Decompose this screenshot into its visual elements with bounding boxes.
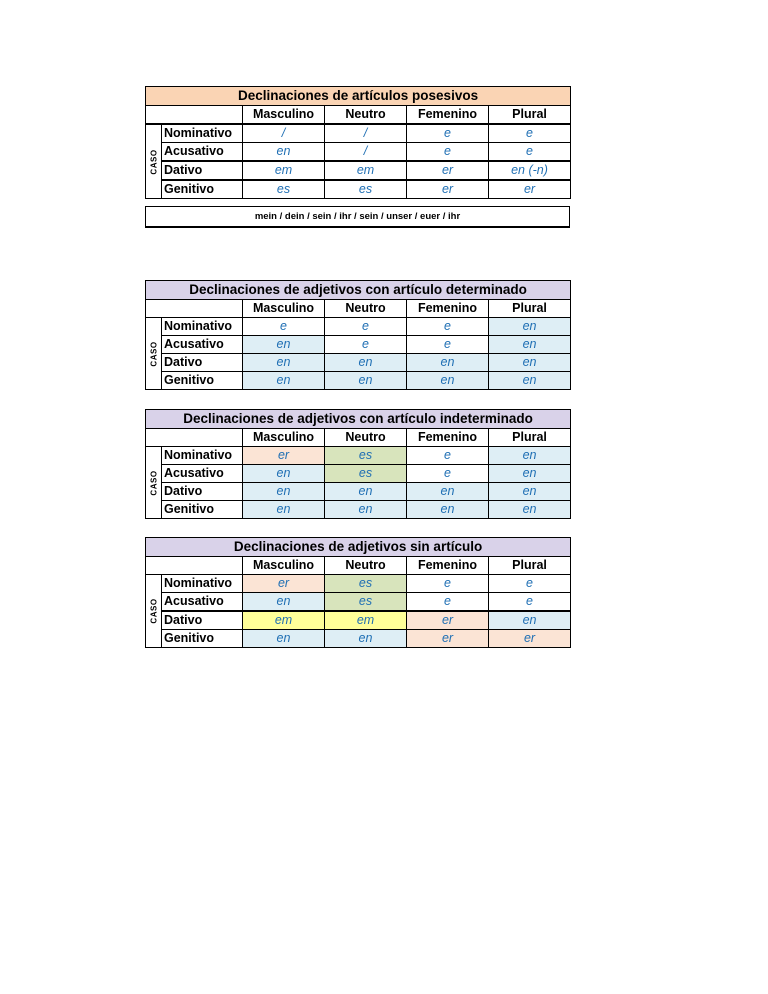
- table-cell: e: [407, 124, 489, 143]
- table-cell: e: [407, 447, 489, 465]
- table-cell: en: [243, 143, 325, 162]
- table-cell: en (-n): [489, 161, 571, 180]
- table-cell: en: [243, 465, 325, 483]
- col-header-neutro: Neutro: [325, 300, 407, 318]
- table-cell: en: [325, 483, 407, 501]
- table-cell: es: [325, 575, 407, 593]
- table-cell: em: [325, 611, 407, 630]
- table-cell: es: [243, 180, 325, 199]
- case-label: Acusativo: [162, 465, 243, 483]
- case-label: Nominativo: [162, 318, 243, 336]
- case-side-label: CASO: [146, 575, 162, 648]
- table-title: Declinaciones de adjetivos con artículo indeterminado: [146, 410, 571, 429]
- table-cell: en: [243, 501, 325, 519]
- table-cell: e: [489, 575, 571, 593]
- table-cell: /: [325, 143, 407, 162]
- table-cell: em: [243, 611, 325, 630]
- table-cell: e: [325, 336, 407, 354]
- col-header-femenino: Femenino: [407, 106, 489, 125]
- indefinite-article-table: [145, 409, 571, 519]
- table-title: Declinaciones de artículos posesivos: [146, 87, 571, 106]
- col-header-femenino: Femenino: [407, 557, 489, 575]
- table-cell: en: [489, 318, 571, 336]
- table-cell: en: [489, 447, 571, 465]
- table-cell: em: [325, 161, 407, 180]
- table-cell: es: [325, 180, 407, 199]
- table-cell: e: [489, 124, 571, 143]
- table-cell: en: [243, 372, 325, 390]
- table-cell: en: [325, 630, 407, 648]
- table-cell: /: [325, 124, 407, 143]
- case-label: Genitivo: [162, 372, 243, 390]
- header-blank: [146, 106, 243, 125]
- table-cell: en: [325, 372, 407, 390]
- table-cell: en: [407, 501, 489, 519]
- table-cell: e: [407, 465, 489, 483]
- table-cell: er: [489, 180, 571, 199]
- table-cell: en: [243, 354, 325, 372]
- col-header-masculino: Masculino: [243, 557, 325, 575]
- table-cell: en: [243, 593, 325, 612]
- table-cell: es: [325, 447, 407, 465]
- col-header-plural: Plural: [489, 429, 571, 447]
- table-cell: e: [407, 143, 489, 162]
- table-cell: er: [489, 630, 571, 648]
- case-label: Nominativo: [162, 124, 243, 143]
- case-side-label: CASO: [146, 318, 162, 390]
- table-cell: en: [489, 354, 571, 372]
- table-cell: er: [407, 161, 489, 180]
- table-cell: e: [325, 318, 407, 336]
- case-label: Dativo: [162, 483, 243, 501]
- table-cell: e: [243, 318, 325, 336]
- header-blank: [146, 429, 243, 447]
- table-title: Declinaciones de adjetivos sin artículo: [146, 538, 571, 557]
- table-cell: en: [243, 336, 325, 354]
- table-cell: en: [489, 501, 571, 519]
- table-cell: en: [243, 483, 325, 501]
- case-label: Acusativo: [162, 143, 243, 162]
- col-header-femenino: Femenino: [407, 429, 489, 447]
- header-blank: [146, 300, 243, 318]
- table-cell: e: [489, 143, 571, 162]
- case-label: Nominativo: [162, 447, 243, 465]
- case-label: Genitivo: [162, 180, 243, 199]
- case-label: Acusativo: [162, 336, 243, 354]
- col-header-femenino: Femenino: [407, 300, 489, 318]
- table-cell: en: [407, 354, 489, 372]
- col-header-masculino: Masculino: [243, 429, 325, 447]
- table-cell: en: [489, 483, 571, 501]
- col-header-neutro: Neutro: [325, 429, 407, 447]
- definite-article-table: [145, 280, 571, 390]
- table-cell: e: [407, 336, 489, 354]
- col-header-plural: Plural: [489, 300, 571, 318]
- col-header-neutro: Neutro: [325, 557, 407, 575]
- table-cell: er: [407, 630, 489, 648]
- col-header-masculino: Masculino: [243, 106, 325, 125]
- table-cell: en: [489, 372, 571, 390]
- possessive-articles-table: [145, 86, 571, 199]
- table-cell: en: [325, 354, 407, 372]
- case-label: Genitivo: [162, 501, 243, 519]
- col-header-plural: Plural: [489, 557, 571, 575]
- table-cell: e: [407, 575, 489, 593]
- table-cell: en: [489, 336, 571, 354]
- col-header-masculino: Masculino: [243, 300, 325, 318]
- table-title: Declinaciones de adjetivos con artículo determinado: [146, 281, 571, 300]
- table-cell: en: [489, 611, 571, 630]
- table-cell: e: [407, 318, 489, 336]
- table-cell: en: [325, 501, 407, 519]
- no-article-table: [145, 537, 571, 648]
- table-cell: en: [407, 372, 489, 390]
- table-cell: e: [489, 593, 571, 612]
- case-side-label: CASO: [146, 124, 162, 199]
- case-label: Dativo: [162, 611, 243, 630]
- table-cell: es: [325, 465, 407, 483]
- case-label: Acusativo: [162, 593, 243, 612]
- case-label: Nominativo: [162, 575, 243, 593]
- header-blank: [146, 557, 243, 575]
- col-header-plural: Plural: [489, 106, 571, 125]
- table-cell: er: [407, 611, 489, 630]
- case-side-label: CASO: [146, 447, 162, 519]
- possessive-pronouns-note: mein / dein / sein / ihr / sein / unser / euer / ihr: [145, 206, 570, 228]
- case-label: Dativo: [162, 354, 243, 372]
- table-cell: er: [243, 447, 325, 465]
- table-cell: en: [489, 465, 571, 483]
- case-label: Dativo: [162, 161, 243, 180]
- table-cell: em: [243, 161, 325, 180]
- table-cell: er: [243, 575, 325, 593]
- table-cell: es: [325, 593, 407, 612]
- table-cell: en: [243, 630, 325, 648]
- case-label: Genitivo: [162, 630, 243, 648]
- col-header-neutro: Neutro: [325, 106, 407, 125]
- table-cell: /: [243, 124, 325, 143]
- table-cell: e: [407, 593, 489, 612]
- table-cell: en: [407, 483, 489, 501]
- table-cell: er: [407, 180, 489, 199]
